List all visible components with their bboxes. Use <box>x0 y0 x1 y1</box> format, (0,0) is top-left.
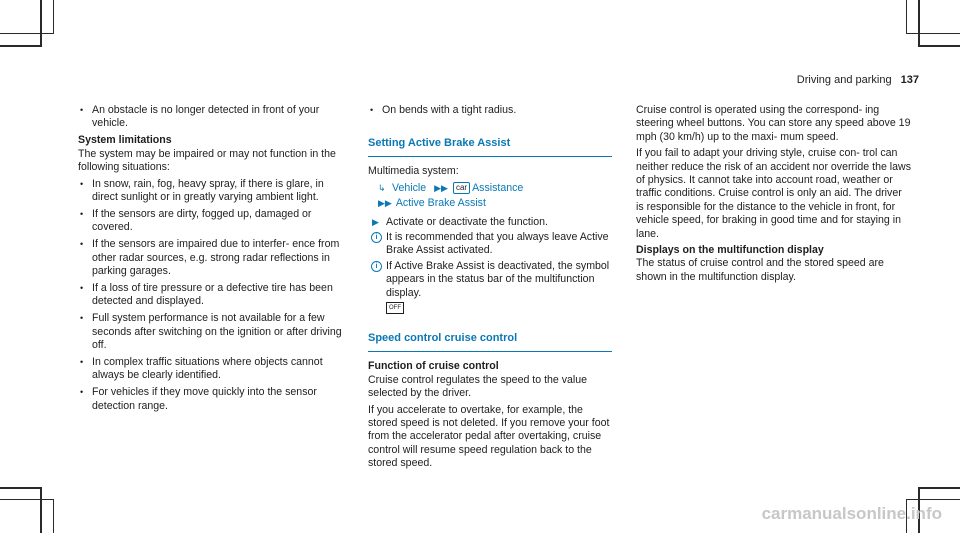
off-symbol-line <box>386 300 612 314</box>
setting-heading: Setting Active Brake Assist <box>368 137 612 157</box>
crop-mark <box>53 0 54 33</box>
list-item: • On bends with a tight radius. <box>368 104 612 117</box>
double-chevron-icon: ▶▶ <box>378 198 392 209</box>
crop-mark <box>906 499 960 500</box>
paragraph: The status of cruise control and the stored speed are shown in the multifunction display. <box>636 257 884 283</box>
paragraph: If you accelerate to overtake, for example, the stored speed is not deleted. If you remove your foot from the accelerator pedal after overtaking, cruise control will resume speed regulation back to the stored speed. <box>368 403 610 470</box>
list-item: • In snow, rain, fog, heavy spray, if there is glare, in direct sunlight or in greatly varying ambient light. <box>78 178 350 205</box>
crop-mark <box>918 487 960 489</box>
column-right <box>636 104 912 287</box>
crop-mark <box>918 45 960 47</box>
crop-mark <box>53 499 54 533</box>
crop-mark <box>0 45 42 47</box>
crop-mark <box>40 487 42 533</box>
crop-mark <box>918 0 920 45</box>
section-title: Driving and parking <box>796 74 892 86</box>
list-item: • If a loss of tire pressure or a defective tire has been detected and displayed. <box>78 282 350 309</box>
menu-path <box>368 197 612 210</box>
paragraph: Cruise control is operated using the correspond- ing steering wheel buttons. You can store any speed above 19 mph (30 km/h) up to the maxi- mum speed. <box>636 104 911 143</box>
brake-assist-off-icon: OFF <box>386 302 404 314</box>
paragraph: If you fail to adapt your driving style, cruise con- trol can neither reduce the risk of an accident nor override the laws of physics. It cannot take into account road, weather or traffic conditions. Cruise control is only an aid. The driver is responsible for the distance to the vehicle in front, for vehicle speed, for braking in good time and for staying in lane. <box>636 147 911 240</box>
list-item: • If the sensors are dirty, fogged up, damaged or covered. <box>78 208 350 235</box>
limitations-intro: The system may be impaired or may not function in the following situations: <box>78 147 336 174</box>
function-heading: Function of cruise control <box>368 360 499 373</box>
limitations-heading: System limitations <box>78 134 172 147</box>
info-icon: i <box>371 261 382 272</box>
list-item: • In complex traffic situations where objects cannot always be clearly identified. <box>78 356 350 383</box>
crop-mark <box>906 0 907 33</box>
list-item: • For vehicles if they move quickly into the sensor detection range. <box>78 386 350 413</box>
watermark: carmanualsonline.info <box>761 504 942 523</box>
page-header <box>797 74 919 86</box>
note: i If Active Brake Assist is deactivated, the symbol appears in the status bar of the multifunction display. OFF <box>368 260 612 314</box>
crop-mark <box>40 0 42 45</box>
crop-mark <box>0 499 54 500</box>
action-arrow-icon: ▶ <box>372 216 379 227</box>
car-icon: car <box>453 182 470 194</box>
menu-item-assistance: Assistance <box>472 181 524 194</box>
crop-mark <box>906 33 960 34</box>
list-item: • An obstacle is no longer detected in front of your vehicle. <box>78 104 350 131</box>
column-left <box>78 104 350 417</box>
speed-control-heading: Speed control cruise control <box>368 332 612 352</box>
menu-path <box>368 182 612 195</box>
corner-arrow-icon: ↳ <box>378 182 386 193</box>
page-number: 137 <box>900 74 919 86</box>
paragraph: Cruise control regulates the speed to the value selected by the driver. <box>368 373 588 400</box>
note: i It is recommended that you always leave Active Brake Assist activated. <box>368 231 612 258</box>
column-middle <box>368 104 612 474</box>
list-item: • Full system performance is not available for a few seconds after switching on the ignition or after driving off. <box>78 312 350 352</box>
displays-heading: Displays on the multifunction display <box>636 244 824 257</box>
action-step: ▶ Activate or deactivate the function. <box>372 215 548 228</box>
list-item: • If the sensors are impaired due to interfer- ence from other radar sources, e.g. strong radar reflections in parking garages. <box>78 238 350 278</box>
double-chevron-icon: ▶▶ <box>434 182 448 193</box>
menu-item-active-brake-assist: Active Brake Assist <box>395 197 486 210</box>
crop-mark <box>0 33 54 34</box>
info-icon: i <box>371 232 382 243</box>
menu-item-vehicle: Vehicle <box>392 181 427 194</box>
crop-mark <box>0 487 42 489</box>
multimedia-label: Multimedia system: <box>368 165 459 178</box>
